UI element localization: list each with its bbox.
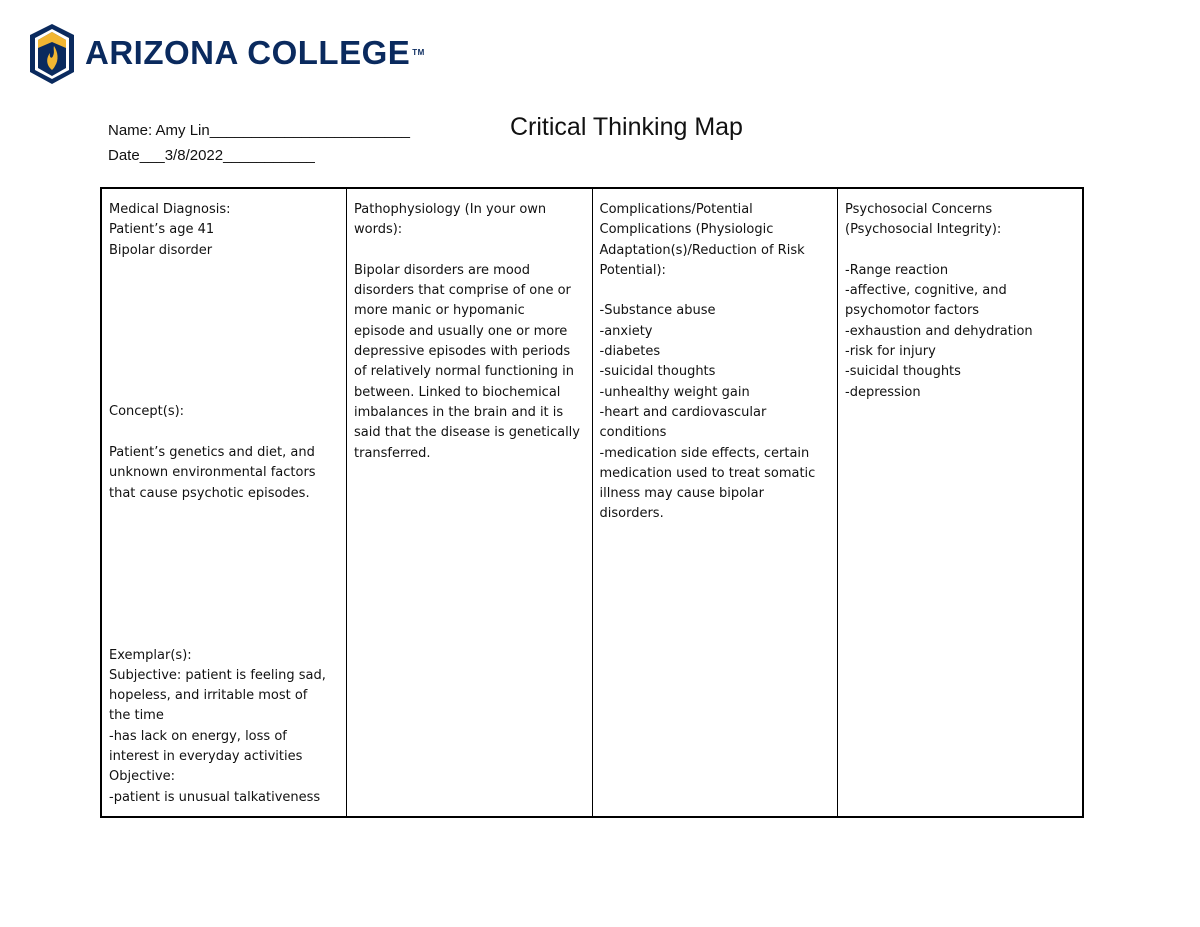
psychosocial-item: -Range reaction (845, 262, 949, 278)
psychosocial-cell (838, 188, 1084, 817)
pathophysiology-cell (347, 188, 593, 817)
psychosocial-heading: (Psychosocial Integrity): (845, 222, 1002, 238)
complication-item: -Substance abuse (599, 303, 716, 319)
arizona-college-logo (27, 22, 425, 88)
date-field (108, 147, 315, 164)
complication-item: -suicidal thoughts (599, 364, 716, 380)
patho-line: depressive episodes with periods (354, 344, 571, 360)
date-label: Date (108, 147, 140, 164)
complication-item: -medication side effects, certain (599, 445, 810, 461)
name-field (108, 122, 410, 139)
complication-item: disorders. (599, 506, 664, 522)
complication-item: -heart and cardiovascular (599, 404, 767, 420)
complication-item: illness may cause bipolar (599, 486, 764, 502)
complication-item: -anxiety (599, 323, 653, 339)
patho-line: between. Linked to biochemical (354, 384, 561, 400)
patho-line: more manic or hypomanic (354, 303, 525, 319)
patho-heading: words): (354, 222, 403, 238)
complication-item: medication used to treat somatic (599, 465, 816, 481)
concept-line: unknown environmental factors (109, 465, 316, 481)
diagnosis-line: Patient’s age 41 (109, 222, 215, 238)
complications-heading: Complications (Physiologic (599, 222, 774, 238)
patho-heading: Pathophysiology (In your own (354, 202, 547, 217)
exemplar-line: -patient is unusual talkativeness (109, 789, 321, 805)
psychosocial-item: -exhaustion and dehydration (845, 323, 1033, 339)
complications-cell (592, 188, 838, 817)
exemplar-line: interest in everyday activities (109, 749, 303, 765)
exemplar-line: hopeless, and irritable most of (109, 688, 308, 704)
complication-item: -diabetes (599, 344, 661, 360)
diagnosis-line: Bipolar disorder (109, 242, 213, 258)
patho-line: transferred. (354, 445, 431, 461)
date-value: ___3/8/2022___________ (139, 147, 315, 164)
exemplar-line: the time (109, 708, 164, 724)
complications-heading: Adaptation(s)/Reduction of Risk (599, 242, 805, 258)
medical-diagnosis-cell (101, 188, 347, 817)
concept-line: Patient’s genetics and diet, and (109, 445, 315, 461)
complications-heading: Complications/Potential (599, 202, 753, 217)
psychosocial-item: -affective, cognitive, and (845, 283, 1007, 299)
name-value: Amy Lin (155, 122, 210, 139)
shield-flame-icon (27, 22, 77, 86)
exemplar-line: -has lack on energy, loss of (109, 728, 287, 744)
patho-line: Bipolar disorders are mood (354, 262, 530, 278)
exemplar-line: Objective: (109, 769, 176, 785)
concept-line: that cause psychotic episodes. (109, 485, 310, 501)
patho-line: disorders that comprise of one or (354, 283, 571, 299)
patho-line: episode and usually one or more (354, 323, 568, 339)
patho-line: of relatively normal functioning in (354, 364, 575, 380)
concept-heading: Concept(s): (109, 404, 185, 420)
name-underline: ________________________ (209, 122, 410, 139)
complications-heading: Potential): (599, 262, 666, 278)
psychosocial-item: psychomotor factors (845, 303, 980, 319)
exemplar-heading: Exemplar(s): (109, 647, 192, 663)
page-title: Critical Thinking Map (510, 113, 743, 141)
psychosocial-heading: Psychosocial Concerns (845, 202, 993, 217)
complication-item: conditions (599, 425, 667, 441)
patho-line: imbalances in the brain and it is (354, 404, 564, 420)
patho-line: said that the disease is genetically (354, 425, 580, 441)
logo-wordmark: ARIZONA COLLEGE ™ (85, 34, 425, 71)
exemplar-line: Subjective: patient is feeling sad, (109, 667, 326, 683)
name-label: Name: (108, 122, 156, 139)
psychosocial-item: -depression (845, 384, 921, 400)
psychosocial-item: -risk for injury (845, 344, 936, 360)
critical-thinking-table (100, 187, 1084, 818)
diagnosis-heading: Medical Diagnosis: (109, 202, 231, 217)
psychosocial-item: -suicidal thoughts (845, 364, 961, 380)
complication-item: -unhealthy weight gain (599, 384, 750, 400)
